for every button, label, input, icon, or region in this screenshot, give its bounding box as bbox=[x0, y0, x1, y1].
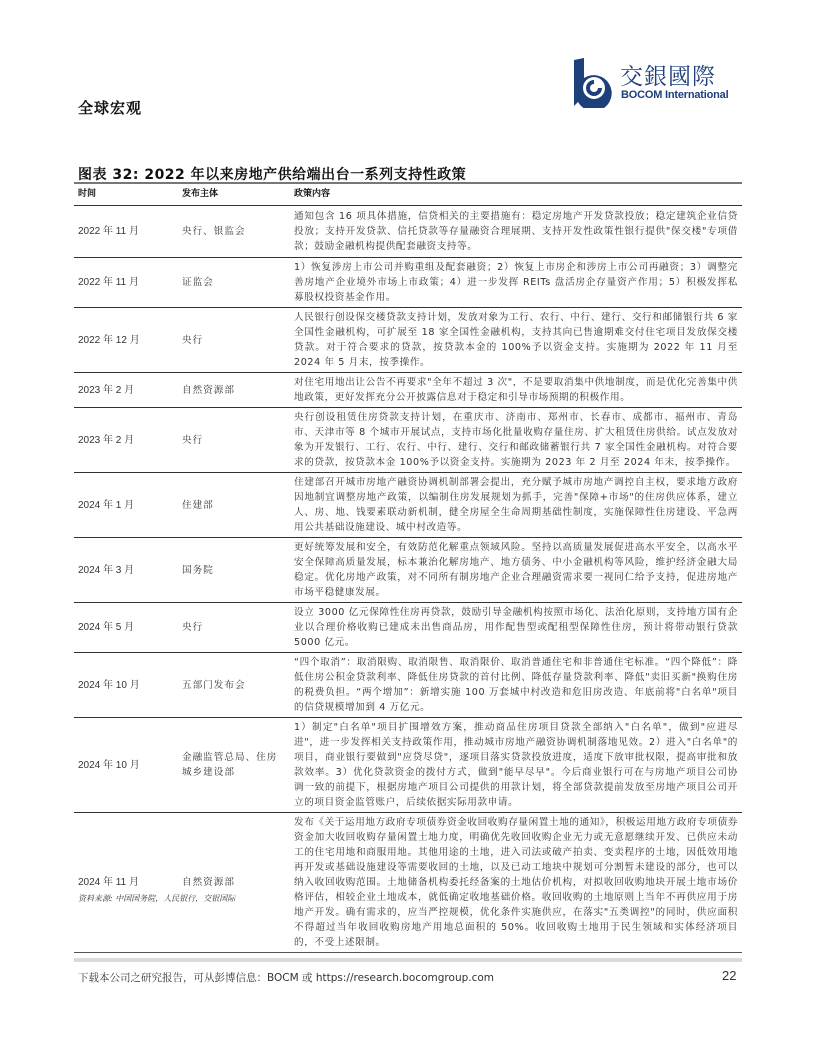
table-row bbox=[74, 718, 742, 813]
row-time: 2023 年 2 月 bbox=[78, 434, 135, 446]
row-issuer: 央行 bbox=[182, 434, 204, 446]
row-content: 对住宅用地出让公告不再要求"全年不超过 3 次"，不是要取消集中供地制度，而是优化完善集中供地政策，更好发挥充分公开披露信息对于稳定和引导市场预期的积极作用。 bbox=[294, 377, 738, 403]
row-content: 更好统筹发展和安全，有效防范化解重点领域风险。坚持以高质量发展促进高水平安全，以高水平安全保障高质量发展，标本兼治化解房地产、地方债务、中小金融机构等风险，维护经济金融大局稳定。优化房地产政策，对不同所有制房地产企业合理融资需求要一视同仁给予支持，促进房地产市场平稳健康发展。 bbox=[294, 542, 738, 598]
row-issuer: 自然资源部 bbox=[182, 877, 235, 888]
row-issuer: 住建部 bbox=[182, 499, 214, 511]
row-issuer: 央行 bbox=[182, 334, 204, 346]
row-time: 2022 年 12 月 bbox=[78, 334, 140, 346]
row-issuer: 国务院 bbox=[182, 564, 214, 576]
table-row bbox=[74, 653, 742, 718]
table-row bbox=[74, 473, 742, 538]
logo-english-name: BOCOM International bbox=[621, 89, 729, 101]
row-content: 发布《关于运用地方政府专项债券资金收回收购存量闲置土地的通知》，积极运用地方政府专项债券资金加大收回收购存量闲置土地力度，明确优先收回收购企业无力或无意愿继续开发、已供应未动工的住宅用地和商服用地。其他用途的土地，进入司法或破产拍卖、变卖程序的土地，因低效用地再开发或基础设施建设等需要收回的土地，以及已动工地块中规划可分割暂未建设的部分，也可以纳入收回收购范围。土地储备机构委托经备案的土地估价机构，对拟收回收购地块开展土地市场价格评估，相较企业土地成本，就低确定收地基础价格。收回收购的土地原则上当年不再供应用于房地产开发。确有需求的，应当严控规模，优化条件实施供应，在落实"五类调控"的同时，供应面积不得超过当年收回收购房地产用地总面积的 50%。收回收购土地用于民生领域和实体经济项目的，不受上述限制。 bbox=[294, 817, 738, 948]
column-header-time: 时间 bbox=[78, 189, 97, 199]
row-issuer: 五部门发布会 bbox=[182, 679, 246, 691]
row-time: 2024 年 10 月 bbox=[78, 759, 140, 771]
page-number: 22 bbox=[722, 968, 737, 983]
footer-download-note: 下载本公司之研究报告，可从彭博信息：BOCM 或 https://research.bocomgroup.com bbox=[78, 972, 495, 984]
table-row bbox=[74, 538, 742, 603]
row-time: 2023 年 2 月 bbox=[78, 384, 135, 396]
column-header-content: 政策内容 bbox=[294, 189, 331, 199]
table-row bbox=[74, 813, 742, 953]
row-time: 2024 年 1 月 bbox=[78, 499, 135, 511]
row-time: 2022 年 11 月 bbox=[78, 277, 139, 288]
row-time: 2024 年 5 月 bbox=[78, 622, 135, 633]
row-issuer: 自然资源部 bbox=[182, 384, 235, 396]
table-row bbox=[74, 603, 742, 653]
row-content: 央行创设租赁住房贷款支持计划，在重庆市、济南市、郑州市、长春市、成都市、福州市、青岛市、天津市等 8 个城市开展试点，支持市场化批量收购存量住房、扩大租赁住房供给。试点发放对象为开发银行、工行、农行、中行、建行、交行和邮政储蓄银行共 7 家全国性金融机构。对符合要求的贷款，按贷款本金 100%予以资金支持。实施期为 2023 年 2 月至 2024 年末，按季操作。 bbox=[294, 412, 738, 468]
row-content: 1）制定"白名单"项目扩围增效方案，推动商品住房项目贷款全部纳入"白名单"，做到"应进尽进"，进一步发挥相关支持政策作用，推动城市房地产融资协调机制落地见效。2）进入"白名单"的项目，商业银行要做到"应贷尽贷"，逐项目落实贷款投放进度，适度下放审批权限，提高审批和放款效率。3）优化贷款资金的拨付方式，做到"能早尽早"。今后商业银行可在与房地产项目公司协调一致的前提下，根据房地产项目公司提供的用款计划，将全部贷款提前发放至房地产项目公司开立的项目资金监管账户，后续依据实际用款申请。 bbox=[294, 722, 738, 808]
row-issuer: 证监会 bbox=[182, 277, 214, 288]
source-note: 资料来源: 中国国务院，人民银行，交银国际 bbox=[78, 894, 236, 903]
row-content: 设立 3000 亿元保障性住房再贷款，鼓励引导金融机构按照市场化、法治化原则，支持地方国有企业以合理价格收购已建成未出售商品房，用作配售型或配租型保障性住房，预计将带动银行贷款 5000 亿元。 bbox=[294, 607, 738, 648]
row-time: 2024 年 3 月 bbox=[78, 564, 135, 576]
row-time: 2022 年 11 月 bbox=[78, 226, 139, 237]
row-content: 住建部召开城市房地产融资协调机制部署会提出，充分赋予城市房地产调控自主权，要求地方政府因地制宜调整房地产政策，以编制住房发展规划为抓手，完善"保障+市场"的住房供应体系，建立人、房、地、钱要素联动新机制，健全房屋全生命周期基础性制度，实施保障性住房建设、平急两用公共基础设施建设、城中村改造等。 bbox=[294, 477, 738, 533]
row-content: 1）恢复涉房上市公司并购重组及配套融资；2）恢复上市房企和涉房上市公司再融资；3）调整完善房地产企业境外市场上市政策；4）进一步发挥 REITs 盘活房企存量资产作用；5）积极发挥私募股权投资基金作用。 bbox=[294, 262, 738, 303]
bocom-logo-icon bbox=[570, 58, 616, 108]
row-content: “四个取消”：取消限购、取消限售、取消限价、取消普通住宅和非普通住宅标准。“四个降低”：降低住房公积金贷款利率、降低住房贷款的首付比例、降低存量贷款利率、降低"卖旧买新"换购住房的税费负担。“两个增加”：新增实施 100 万套城中村改造和危旧房改造、年底前将"白名单"项目的信贷规模增加到 4 万亿元。 bbox=[294, 657, 738, 713]
table-row bbox=[74, 373, 742, 408]
column-header-issuer: 发布主体 bbox=[182, 189, 219, 199]
table-row bbox=[74, 206, 742, 258]
row-issuer: 金融监管总局、住房城乡建设部 bbox=[182, 752, 278, 778]
table-header-row bbox=[74, 183, 742, 206]
table-row bbox=[74, 258, 742, 308]
bocom-logo bbox=[570, 58, 745, 108]
figure-title: 图表 32: 2022 年以来房地产供给端出台一系列支持性政策 bbox=[78, 167, 467, 183]
row-time: 2024 年 10 月 bbox=[78, 679, 140, 691]
row-issuer: 央行 bbox=[182, 622, 204, 633]
row-issuer: 央行、银监会 bbox=[182, 226, 246, 237]
policy-table bbox=[74, 182, 742, 953]
row-time: 2024 年 11 月 bbox=[78, 877, 139, 888]
row-content: 人民银行创设保交楼贷款支持计划，发放对象为工行、农行、中行、建行、交行和邮储银行共 6 家全国性金融机构，可扩展至 18 家全国性金融机构，支持其向已售逾期难交付住宅项目发放保交楼贷款。对于符合要求的贷款，按贷款本金的 100%予以资金支持。实施期为 2022 年 11 月至 2024 年 5 月末，按季操作。 bbox=[294, 312, 738, 368]
footer-divider bbox=[74, 958, 742, 962]
logo-chinese-name: 交銀國際 bbox=[620, 64, 716, 90]
table-row bbox=[74, 408, 742, 473]
table-row bbox=[74, 308, 742, 373]
section-title: 全球宏观 bbox=[78, 99, 143, 117]
row-content: 通知包含 16 项具体措施，信贷相关的主要措施有：稳定房地产开发贷款投放；稳定建筑企业信贷投放；支持开发贷款、信托贷款等存量融资合理展期、支持开发性政策性银行提供"保交楼"专项借款；鼓励金融机构提供配套融资支持等。 bbox=[294, 211, 738, 252]
